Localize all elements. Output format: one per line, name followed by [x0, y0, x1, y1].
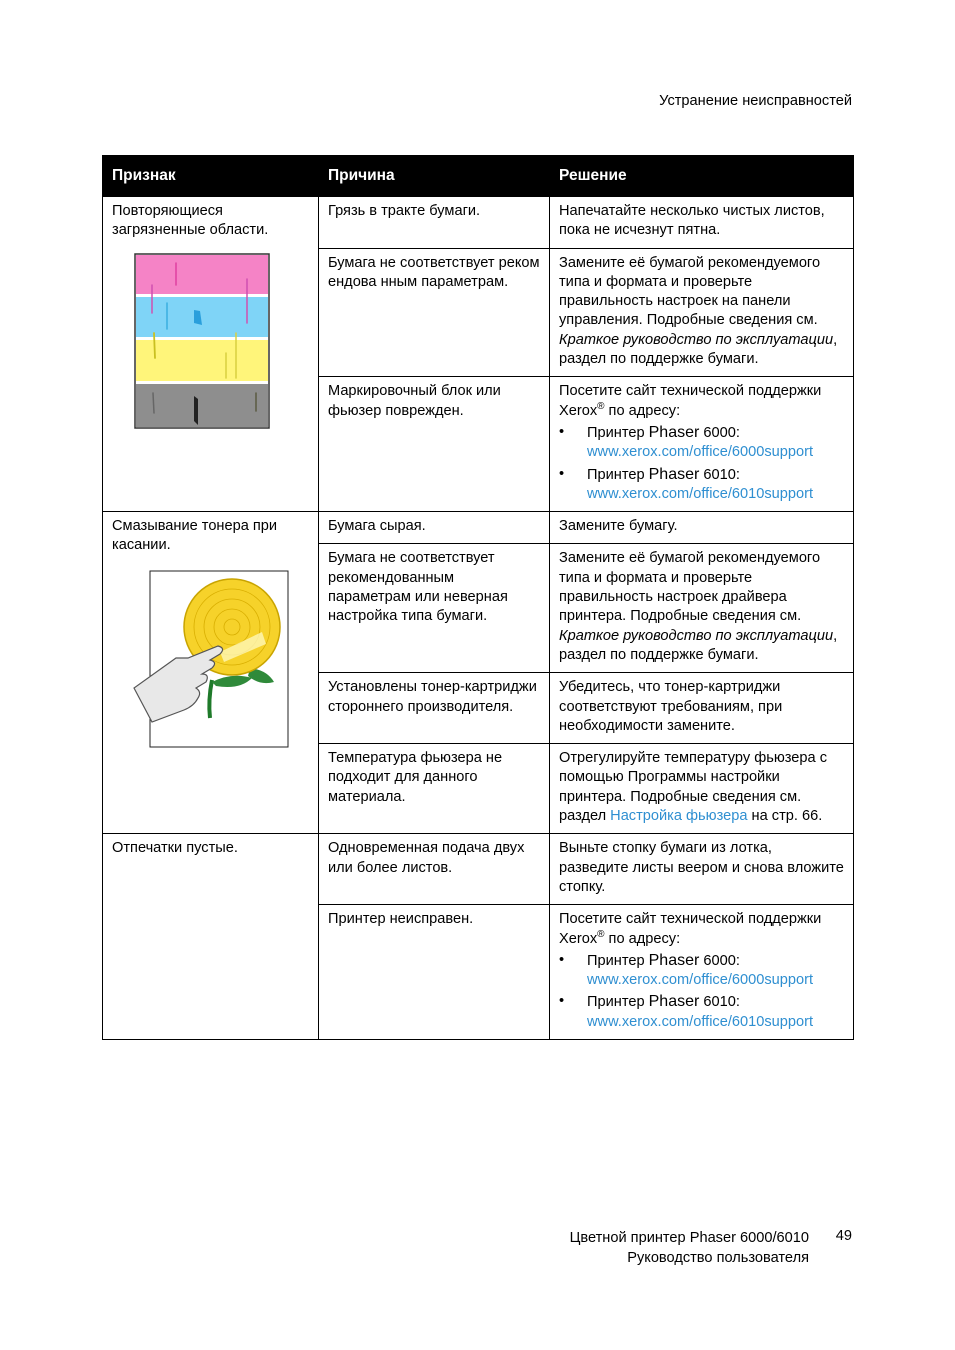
magenta-band [136, 255, 268, 294]
bullet-icon: • [559, 951, 565, 968]
list-item [559, 951, 844, 991]
model-name: Phaser [648, 951, 700, 969]
fuser-settings-link[interactable]: Настройка фьюзера [610, 808, 748, 825]
cause-cell: Температура фьюзера не подходит для данного материала. [319, 744, 550, 834]
footer-guide-title: Руководство пользователя [627, 1250, 809, 1266]
cause-cell: Бумага сырая. [319, 512, 550, 544]
solution-cell [550, 544, 854, 673]
cause-cell: Бумага не соответствует рекомендованным параметрам или неверная настройка типа бумаги. [319, 544, 550, 673]
model-name: Phaser [648, 465, 700, 483]
solution-text: Посетите сайт технической поддержки Xerox [559, 383, 822, 419]
cause-cell: Принтер неисправен. [319, 905, 550, 1040]
bullet-icon: • [559, 423, 565, 440]
item-label: 6010: [699, 466, 740, 483]
cause-cell: Одновременная подача двух или более листов. [319, 834, 550, 905]
support-links-list [559, 423, 844, 504]
section-title: Устранение неисправностей [659, 93, 852, 109]
support-link-6000[interactable]: www.xerox.com/office/6000support [587, 972, 814, 989]
solution-text: Замените её бумагой рекомендуемого типа и формата и проверьте правильность настроек драйвера принтера. Подробные сведения см. [559, 550, 821, 625]
footer [570, 1228, 809, 1268]
solution-text: Замените её бумагой рекомендуемого типа и формата и проверьте правильность настроек на панели управления. Подробные сведения см. [559, 254, 821, 329]
solution-cell [550, 744, 854, 834]
column-header-cause: Причина [319, 156, 550, 197]
solution-cell [550, 377, 854, 512]
solution-cell [550, 905, 854, 1040]
item-label: Принтер [587, 466, 649, 483]
support-link-6010[interactable]: www.xerox.com/office/6010support [587, 485, 814, 502]
solution-text: Посетите сайт технической поддержки Xerox [559, 911, 822, 947]
support-links-list [559, 951, 844, 1032]
toner-smear-illustration [132, 570, 292, 748]
solution-text: по адресу: [604, 930, 681, 947]
column-header-solution: Решение [550, 156, 854, 197]
solution-cell: Убедитесь, что тонер-картриджи соответствуют требованиям, при необходимости замените. [550, 673, 854, 744]
solution-cell: Напечатайте несколько чистых листов, пока не исчезнут пятна. [550, 197, 854, 249]
cause-cell: Грязь в тракте бумаги. [319, 197, 550, 249]
solution-text: , раздел по поддержке бумаги. [559, 331, 838, 368]
solution-text: Отрегулируйте температуру фьюзера с помощью Программы настройки принтера. Подробные сведения см. раздел [559, 750, 827, 825]
solution-text: на стр. 66. [747, 808, 823, 825]
footer-product-title: Цветной принтер Phaser 6000/6010 [569, 1230, 809, 1246]
symptom-cell [103, 834, 319, 1040]
list-item [559, 423, 844, 463]
list-item [559, 992, 844, 1032]
guide-reference: Краткое руководство по эксплуатации [559, 331, 834, 348]
table-header-row [103, 156, 854, 197]
registered-mark: ® [597, 928, 605, 940]
table-row [103, 512, 854, 544]
support-link-6010[interactable]: www.xerox.com/office/6010support [587, 1013, 814, 1030]
solution-cell [550, 248, 854, 377]
solution-text: , раздел по поддержке бумаги. [559, 627, 838, 663]
item-label: 6000: [699, 952, 740, 969]
troubleshooting-table [102, 155, 854, 1040]
symptom-text: Повторяющиеся загрязненные области. [112, 203, 269, 239]
repeating-defects-illustration [134, 253, 270, 429]
list-item [559, 465, 844, 505]
item-label: 6000: [699, 424, 740, 441]
guide-reference: Краткое руководство по эксплуатации [559, 627, 834, 644]
item-label: 6010: [699, 994, 740, 1011]
model-name: Phaser [648, 993, 700, 1011]
yellow-band [136, 340, 268, 381]
symptom-text: Отпечатки пустые. [112, 840, 238, 857]
table-row [103, 834, 854, 905]
cyan-band [136, 297, 268, 337]
solution-cell: Замените бумагу. [550, 512, 854, 544]
symptom-cell [103, 197, 319, 512]
column-header-symptom: Признак [103, 156, 319, 197]
solution-text: по адресу: [604, 402, 681, 419]
registered-mark: ® [597, 400, 605, 412]
item-label: Принтер [587, 952, 649, 969]
bullet-icon: • [559, 465, 565, 482]
symptom-text: Смазывание тонера при касании. [112, 518, 278, 554]
item-label: Принтер [587, 424, 649, 441]
symptom-cell [103, 512, 319, 834]
cause-cell: Бумага не соответствует рекомендова нным параметрам. [319, 248, 550, 377]
cause-cell: Установлены тонер-картриджи стороннего производителя. [319, 673, 550, 744]
cause-cell: Маркировочный блок или фьюзер поврежден. [319, 377, 550, 512]
table-row [103, 197, 854, 249]
page-number: 49 [835, 1228, 852, 1244]
support-link-6000[interactable]: www.xerox.com/office/6000support [587, 444, 814, 461]
solution-cell: Выньте стопку бумаги из лотка, разведите листы веером и снова вложите стопку. [550, 834, 854, 905]
item-label: Принтер [587, 994, 649, 1011]
bullet-icon: • [559, 993, 565, 1010]
black-band [136, 384, 268, 427]
model-name: Phaser [648, 423, 700, 441]
